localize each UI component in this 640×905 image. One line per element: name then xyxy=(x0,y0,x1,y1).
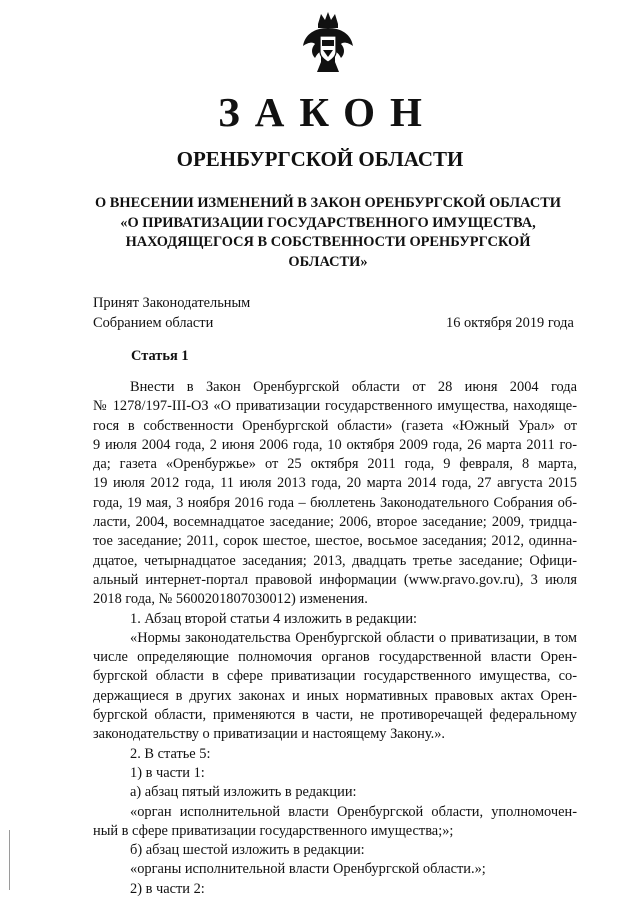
orenburg-coat-of-arms-icon xyxy=(301,10,355,76)
adoption-date: 16 октября 2019 года xyxy=(446,315,574,331)
body-line: 2) в части 2: xyxy=(130,880,205,897)
adoption-line: Принят Законодательным xyxy=(93,295,251,311)
body-line: ласти, 2004, восемнадцатое заседание; 2006, второе заседание; 2009, тридца- xyxy=(93,514,577,531)
body-line: альный интернет-портал правовой информации (www.pravo.gov.ru), 3 июля xyxy=(93,571,577,588)
body-line: 1. Абзац второй статьи 4 изложить в редакции: xyxy=(130,610,418,627)
body-line: № 1278/197-III-ОЗ «О приватизации государственного имущества, находяще- xyxy=(93,398,577,415)
body-line: бургской области, применяются в части, не противоречащей федеральному xyxy=(93,707,577,724)
body-line: законодательству о приватизации и настоящему Закону.». xyxy=(93,726,445,743)
body-line: держащиеся в других законах и иных нормативных правовых актах Орен- xyxy=(93,687,577,704)
subject-line: «О ПРИВАТИЗАЦИИ ГОСУДАРСТВЕННОГО ИМУЩЕСТВА, xyxy=(120,214,536,231)
body-line: дцатое, четырнадцатое заседания; 2013, двадцать третье заседание; Офици- xyxy=(93,552,577,569)
body-line: б) абзац шестой изложить в редакции: xyxy=(130,842,365,859)
body-line: Внести в Закон Оренбургской области от 28 июня 2004 года xyxy=(130,379,577,395)
body-line: года, 19 мая, 3 ноября 2016 года – бюллетень Законодательного Собрания об- xyxy=(93,494,577,511)
body-line: 19 июля 2012 года, 11 июля 2013 года, 20 марта 2014 года, 27 августа 2015 xyxy=(93,475,577,492)
article-body xyxy=(93,378,577,899)
body-line: «органы исполнительной власти Оренбургской области.»; xyxy=(130,861,486,878)
law-title: ЗАКОН xyxy=(218,89,437,135)
body-line: 2. В статье 5: xyxy=(130,745,211,762)
body-line: 9 июля 2004 года, 2 июня 2006 года, 10 октября 2009 года, 26 марта 2011 го- xyxy=(93,436,577,453)
body-line: «орган исполнительной власти Оренбургской области, уполномочен- xyxy=(130,803,577,820)
body-line: «Нормы законодательства Оренбургской области о приватизации, в том xyxy=(130,629,577,646)
body-line: гося в собственности Оренбургской области» (газета «Южный Урал» от xyxy=(93,417,577,434)
body-line: 1) в части 1: xyxy=(130,764,205,781)
article-heading: Статья 1 xyxy=(131,348,189,364)
adoption-line: Собранием области xyxy=(93,315,214,331)
adoption-statement xyxy=(93,293,250,333)
body-line: а) абзац пятый изложить в редакции: xyxy=(130,784,357,801)
body-line: 2018 года, № 5600201807030012) изменения. xyxy=(93,591,368,608)
region-title: ОРЕНБУРГСКОЙ ОБЛАСТИ xyxy=(176,147,464,171)
law-subject xyxy=(88,194,568,272)
subject-line: О ВНЕСЕНИИ ИЗМЕНЕНИЙ В ЗАКОН ОРЕНБУРГСКОЙ ОБЛАСТИ xyxy=(94,195,562,211)
subject-line: НАХОДЯЩЕГОСЯ В СОБСТВЕННОСТИ ОРЕНБУРГСКОЙ xyxy=(125,234,531,250)
body-line: ный в сфере приватизации государственного имущества;»; xyxy=(93,822,454,839)
body-line: тое заседание; 2011, сорок шестое, шестое, восьмое заседания; 2012, одинна- xyxy=(93,533,577,550)
body-line: числе определяющие полномочия органов государственной власти Орен- xyxy=(93,649,577,666)
body-line: бургской области в сфере приватизации государственного имущества, со- xyxy=(93,668,577,685)
scan-margin-mark xyxy=(9,830,10,890)
body-line: да; газета «Оренбуржье» от 25 октября 2011 года, 9 февраля, 8 марта, xyxy=(93,456,577,473)
subject-line: ОБЛАСТИ» xyxy=(288,253,368,270)
